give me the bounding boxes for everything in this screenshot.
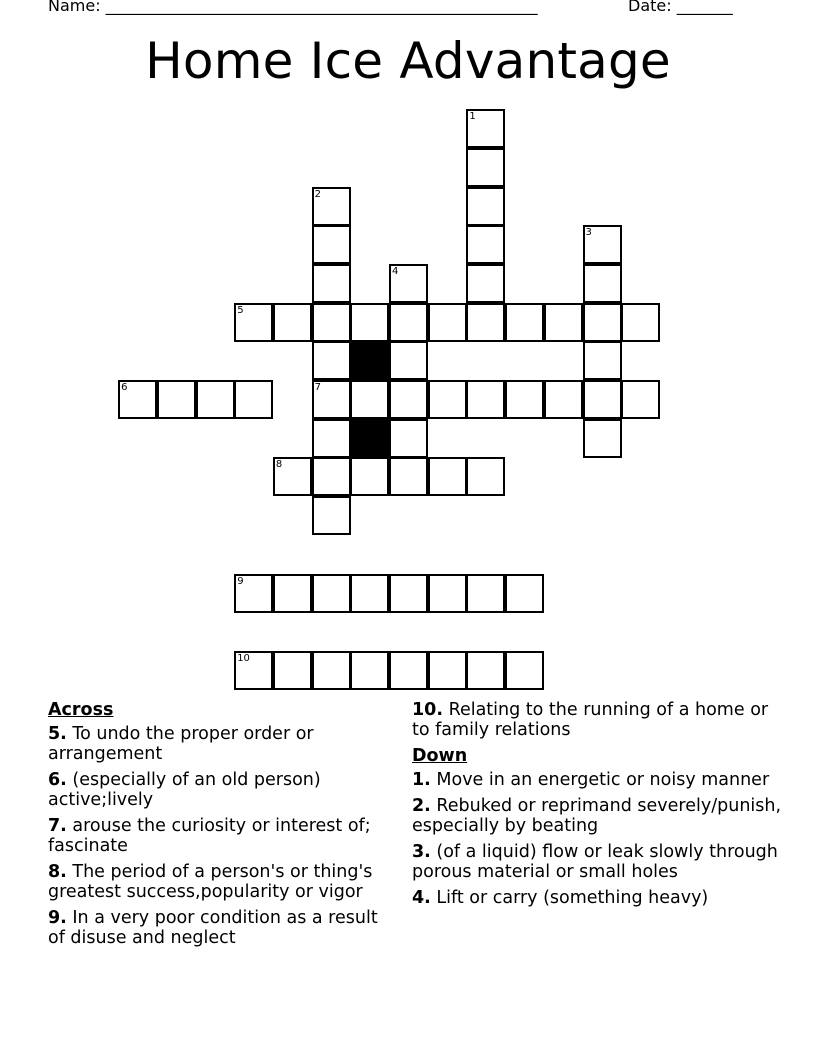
grid-cell[interactable] — [312, 574, 351, 613]
grid-cell[interactable] — [312, 264, 351, 303]
clue-text: (especially of an old person) active;lively — [48, 770, 321, 810]
grid-cell[interactable] — [505, 380, 544, 419]
grid-cell[interactable] — [389, 380, 428, 419]
grid-cell[interactable] — [273, 457, 312, 496]
grid-cell[interactable] — [350, 651, 389, 690]
grid-cell[interactable] — [466, 148, 505, 187]
down-clue-4 — [412, 888, 788, 908]
grid-cell[interactable] — [389, 457, 428, 496]
across-clue-6 — [48, 770, 393, 810]
grid-cell[interactable] — [466, 109, 505, 148]
across-clue-10 — [412, 700, 788, 740]
grid-cell[interactable] — [428, 457, 467, 496]
grid-cell[interactable] — [312, 651, 351, 690]
grid-cell[interactable] — [389, 264, 428, 303]
grid-cell[interactable] — [273, 651, 312, 690]
grid-cell[interactable] — [466, 187, 505, 226]
clue-number: 4. — [412, 888, 431, 908]
grid-cell[interactable] — [428, 380, 467, 419]
clue-number-label: 3 — [585, 227, 592, 239]
grid-cell[interactable] — [312, 496, 351, 535]
clue-text: (of a liquid) flow or leak slowly through porous material or small holes — [412, 842, 778, 882]
clue-text: arouse the curiosity or interest of; fascinate — [48, 816, 371, 856]
grid-cell[interactable] — [583, 264, 622, 303]
grid-cell[interactable] — [196, 380, 235, 419]
grid-cell[interactable] — [273, 303, 312, 342]
grid-cell[interactable] — [466, 651, 505, 690]
grid-cell[interactable] — [583, 380, 622, 419]
clue-number: 3. — [412, 842, 431, 862]
clues-right-column — [412, 700, 788, 914]
clue-text: In a very poor condition as a result of disuse and neglect — [48, 908, 378, 948]
clue-text: Lift or carry (something heavy) — [430, 888, 709, 908]
across-heading: Across — [48, 700, 114, 720]
grid-cell[interactable] — [234, 574, 273, 613]
grid-cell[interactable] — [466, 303, 505, 342]
clues-left-column — [48, 700, 393, 954]
clue-text: Rebuked or reprimand severely/punish, especially by beating — [412, 796, 782, 836]
clue-number-label: 2 — [314, 188, 321, 200]
grid-cell[interactable] — [583, 419, 622, 458]
grid-cell[interactable] — [466, 457, 505, 496]
grid-cell[interactable] — [350, 574, 389, 613]
clue-number-label: 9 — [237, 575, 244, 587]
grid-cell[interactable] — [312, 303, 351, 342]
grid-cell[interactable] — [312, 187, 351, 226]
grid-cell[interactable] — [544, 380, 583, 419]
grid-cell[interactable] — [466, 380, 505, 419]
clue-number-label: 7 — [314, 382, 321, 393]
grid-cell[interactable] — [350, 303, 389, 342]
clue-number-label: 4 — [392, 265, 399, 277]
grid-cell[interactable] — [505, 651, 544, 690]
clue-text: Relating to the running of a home or to family relations — [412, 700, 769, 740]
grid-cell[interactable] — [312, 341, 351, 380]
grid-cell[interactable] — [312, 457, 351, 496]
grid-cell[interactable] — [389, 303, 428, 342]
grid-cell[interactable] — [621, 303, 660, 342]
grid-cell[interactable] — [544, 303, 583, 342]
grid-cell[interactable] — [312, 225, 351, 264]
down-clue-2 — [412, 796, 788, 836]
grid-cell[interactable] — [234, 303, 273, 342]
grid-cell[interactable] — [389, 574, 428, 613]
grid-cell[interactable] — [234, 651, 273, 690]
grid-cell[interactable] — [273, 574, 312, 613]
grid-cell[interactable] — [583, 341, 622, 380]
clue-number: 9. — [48, 908, 67, 928]
clue-text: Move in an energetic or noisy manner — [430, 770, 770, 790]
grid-cell[interactable] — [312, 419, 351, 458]
across-clue-5 — [48, 724, 393, 764]
clue-number-label: 6 — [121, 382, 128, 393]
clue-number: 10. — [412, 700, 444, 720]
grid-cell[interactable] — [505, 303, 544, 342]
grid-cell[interactable] — [428, 574, 467, 613]
grid-cell[interactable] — [389, 419, 428, 458]
clue-number-label: 1 — [469, 111, 476, 123]
clue-number: 2. — [412, 796, 431, 816]
grid-cell[interactable] — [389, 651, 428, 690]
down-heading: Down — [412, 746, 468, 766]
grid-cell[interactable] — [466, 574, 505, 613]
grid-cell[interactable] — [466, 264, 505, 303]
grid-cell[interactable] — [234, 380, 273, 419]
clue-number: 6. — [48, 770, 67, 790]
grid-cell[interactable] — [621, 380, 660, 419]
grid-cell[interactable] — [350, 457, 389, 496]
grid-cell[interactable] — [505, 574, 544, 613]
grid-cell[interactable] — [350, 380, 389, 419]
clue-text: The period of a person's or thing's greatest success,popularity or vigor — [48, 862, 373, 902]
clue-number: 5. — [48, 724, 67, 744]
clue-number-label: 8 — [275, 459, 283, 471]
grid-cell[interactable] — [157, 380, 196, 419]
clue-number: 1. — [412, 770, 431, 790]
grid-cell[interactable] — [466, 225, 505, 264]
grid-cell[interactable] — [428, 651, 467, 690]
clue-number-label: 5 — [237, 304, 244, 316]
grid-cell[interactable] — [118, 380, 157, 419]
down-clue-1 — [412, 770, 788, 790]
page-title: Home Ice Advantage — [145, 32, 671, 90]
down-clue-3 — [412, 842, 788, 882]
grid-cell[interactable] — [312, 380, 351, 419]
black-square — [350, 341, 389, 380]
grid-cell[interactable] — [389, 341, 428, 380]
across-clue-7 — [48, 816, 393, 856]
date-field-label[interactable]: Date: _______ — [628, 0, 733, 15]
clue-number: 7. — [48, 816, 67, 836]
grid-cell[interactable] — [583, 303, 622, 342]
grid-cell[interactable] — [583, 225, 622, 264]
grid-cell[interactable] — [428, 303, 467, 342]
across-clue-8 — [48, 862, 393, 902]
black-square — [350, 419, 389, 458]
clue-number-label: 10 — [237, 652, 250, 664]
name-field-label[interactable]: Name: ______________________________________________________ — [48, 0, 538, 15]
clue-number: 8. — [48, 862, 67, 882]
across-clue-9 — [48, 908, 393, 948]
clue-text: To undo the proper order or arrangement — [48, 724, 314, 764]
